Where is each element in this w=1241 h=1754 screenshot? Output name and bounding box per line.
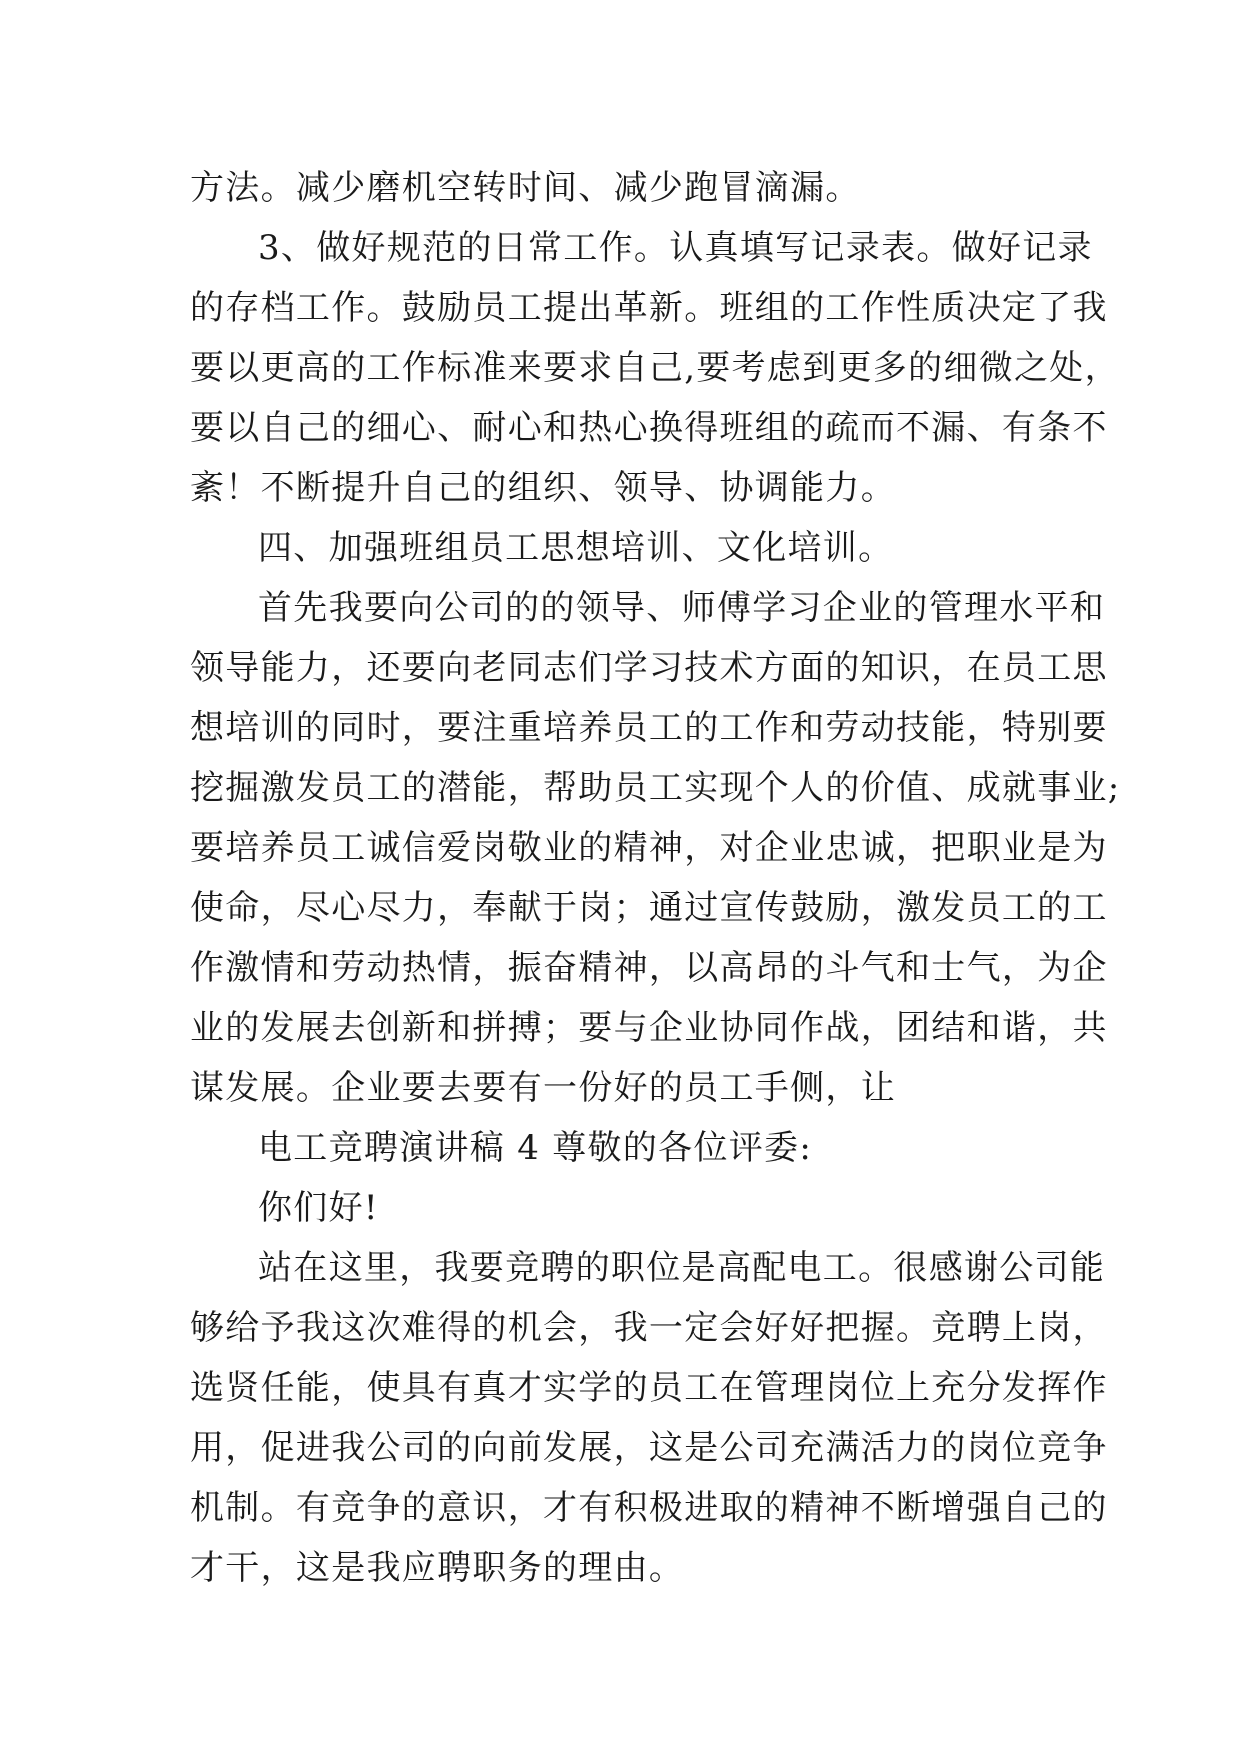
text-line: 作激情和劳动热情，振奋精神，以高昂的斗气和士气，为企 (190, 948, 1108, 988)
text-line: 谋发展。企业要去要有一份好的员工手侧，让 (190, 1068, 896, 1108)
document-page (190, 158, 1121, 1598)
text-line: 机制。有竞争的意识，才有积极进取的精神不断增强自己的 (190, 1488, 1108, 1528)
text-line: 选贤任能，使具有真才实学的员工在管理岗位上充分发挥作 (190, 1368, 1108, 1408)
section-heading: 四、加强班组员工思想培训、文化培训。 (258, 528, 894, 568)
text-line: 要以自己的细心、耐心和热心换得班组的疏而不漏、有条不 (190, 408, 1108, 448)
text-line: 领导能力，还要向老同志们学习技术方面的知识，在员工思 (190, 648, 1108, 688)
text-line: 够给予我这次难得的机会，我一定会好好把握。竞聘上岗， (190, 1308, 1108, 1348)
text-line: 方法。减少磨机空转时间、减少跑冒滴漏。 (190, 168, 861, 208)
text-line: 紊！不断提升自己的组织、领导、协调能力。 (190, 468, 896, 508)
text-line: 想培训的同时，要注重培养员工的工作和劳动技能，特别要 (190, 708, 1108, 748)
greeting: 你们好! (258, 1188, 379, 1228)
text-line: 业的发展去创新和拼搏；要与企业协同作战，团结和谐，共 (190, 1008, 1108, 1048)
text-line: 要培养员工诚信爱岗敬业的精神，对企业忠诚，把职业是为 (190, 828, 1108, 868)
text-line: 才干，这是我应聘职务的理由。 (190, 1548, 685, 1588)
text-line: 的存档工作。鼓励员工提出革新。班组的工作性质决定了我 (190, 288, 1108, 328)
text-line: 用，促进我公司的向前发展，这是公司充满活力的岗位竞争 (190, 1428, 1108, 1468)
text-line: 要以更高的工作标准来要求自己,要考虑到更多的细微之处， (190, 348, 1120, 388)
text-line: 挖掘激发员工的潜能，帮助员工实现个人的价值、成就事业; (190, 768, 1121, 808)
text-line: 首先我要向公司的的领导、师傅学习企业的管理水平和 (258, 588, 1106, 628)
text-line: 使命，尽心尽力，奉献于岗；通过宣传鼓励，激发员工的工 (190, 888, 1108, 928)
text-line: 站在这里，我要竞聘的职位是高配电工。很感谢公司能 (258, 1248, 1106, 1288)
speech-title: 电工竞聘演讲稿 4 尊敬的各位评委: (258, 1128, 813, 1168)
text-line: 3、做好规范的日常工作。认真填写记录表。做好记录 (258, 228, 1093, 268)
